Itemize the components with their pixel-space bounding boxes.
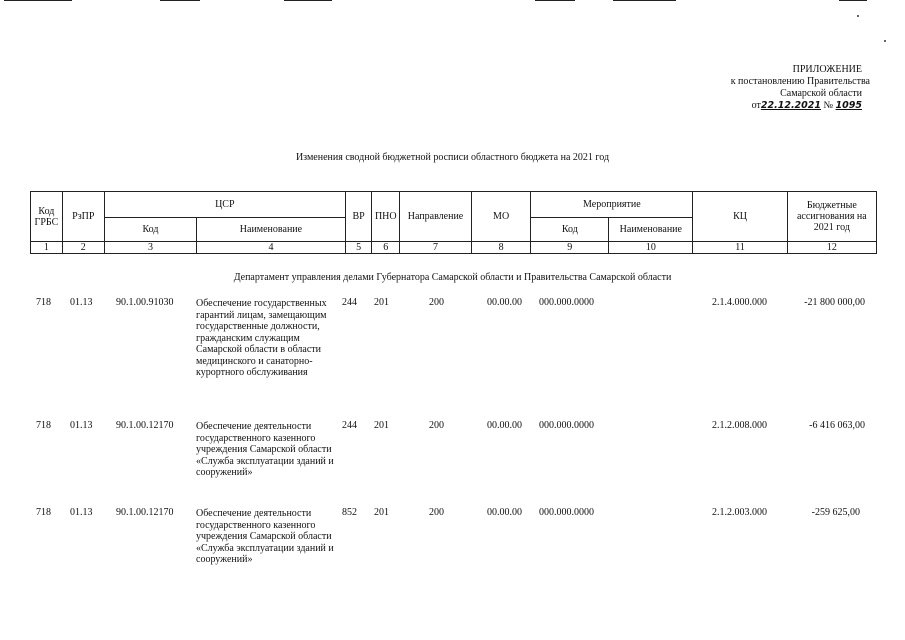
scan-speck — [884, 40, 886, 42]
cell-grbs: 718 — [36, 420, 51, 431]
cell-kc: 2.1.2.003.000 — [712, 507, 767, 518]
cell-kc: 2.1.2.008.000 — [712, 420, 767, 431]
appendix-ot: от — [751, 100, 761, 111]
appendix-date-line — [700, 100, 862, 112]
column-number: 7 — [400, 242, 472, 254]
appendix-block — [700, 64, 870, 112]
header-kod-grbs: Код ГРБС — [31, 192, 63, 242]
cell-napravlenie: 200 — [429, 297, 444, 308]
scan-edge-line — [4, 0, 72, 1]
appendix-number: 1095 — [835, 100, 862, 111]
cell-mer-kod: 000.000.0000 — [539, 507, 594, 518]
cell-vr: 852 — [342, 507, 357, 518]
column-number: 5 — [345, 242, 372, 254]
cell-csr: 90.1.00.91030 — [116, 297, 174, 308]
header-table — [30, 191, 877, 254]
header-csr-name: Наименование — [197, 218, 346, 242]
cell-name: Обеспечение деятельности государственного казенного учреждения Самарской области «Служба эксплуатации зданий и сооружений» — [196, 421, 334, 478]
appendix-number-sign: № — [823, 100, 834, 111]
header-mer-kod: Код — [531, 218, 609, 242]
appendix-date: 22.12.2021 — [760, 100, 821, 111]
header-csr: ЦСР — [104, 192, 345, 218]
scan-edge-line — [284, 0, 332, 1]
column-number: 10 — [609, 242, 693, 254]
header-mer-name: Наименование — [609, 218, 693, 242]
scan-edge-line — [839, 0, 867, 1]
cell-pno: 201 — [374, 297, 389, 308]
appendix-line: Самарской области — [780, 88, 862, 99]
cell-rzpr: 01.13 — [70, 507, 93, 518]
cell-sum: -6 416 063,00 — [809, 420, 865, 431]
cell-napravlenie: 200 — [429, 507, 444, 518]
scan-edge-line — [613, 0, 676, 1]
header-pno: ПНО — [372, 192, 400, 242]
cell-napravlenie: 200 — [429, 420, 444, 431]
scan-edge-line — [160, 0, 200, 1]
header-mo: МО — [471, 192, 530, 242]
cell-kc: 2.1.4.000.000 — [712, 297, 767, 308]
header-assignments: Бюджетные ассигнования на 2021 год — [787, 192, 876, 242]
document-title: Изменения сводной бюджетной росписи областного бюджета на 2021 год — [295, 152, 610, 163]
department-title: Департамент управления делами Губернатора Самарской области и Правительства Самарской области — [233, 272, 672, 283]
cell-pno: 201 — [374, 507, 389, 518]
header-kc: КЦ — [693, 192, 787, 242]
cell-vr: 244 — [342, 420, 357, 431]
header-meropriyatie: Мероприятие — [531, 192, 693, 218]
cell-name: Обеспечение деятельности государственного казенного учреждения Самарской области «Служба эксплуатации зданий и сооружений» — [196, 508, 334, 565]
cell-sum: -21 800 000,00 — [804, 297, 865, 308]
cell-pno: 201 — [374, 420, 389, 431]
column-number: 4 — [197, 242, 346, 254]
scan-speck — [857, 15, 859, 17]
cell-csr: 90.1.00.12170 — [116, 507, 174, 518]
header-napravlenie: Направление — [400, 192, 472, 242]
cell-name: Обеспечение государственных гарантий лицам, замещающим государственные должности, гражданским служащим Самарской области в области медицинского и санаторно-курортного обслуживания — [196, 298, 327, 378]
appendix-title: ПРИЛОЖЕНИЕ — [792, 64, 862, 75]
cell-rzpr: 01.13 — [70, 420, 93, 431]
cell-mer-kod: 000.000.0000 — [539, 420, 594, 431]
cell-rzpr: 01.13 — [70, 297, 93, 308]
column-number: 12 — [787, 242, 876, 254]
header-csr-kod: Код — [104, 218, 196, 242]
column-number: 8 — [471, 242, 530, 254]
cell-mo: 00.00.00 — [487, 297, 522, 308]
cell-grbs: 718 — [36, 507, 51, 518]
appendix-line: к постановлению Правительства — [730, 76, 870, 87]
cell-sum: -259 625,00 — [811, 507, 860, 518]
column-number: 9 — [531, 242, 609, 254]
cell-vr: 244 — [342, 297, 357, 308]
scan-edge-line — [535, 0, 575, 1]
header-vr: ВР — [345, 192, 372, 242]
cell-mer-kod: 000.000.0000 — [539, 297, 594, 308]
column-number: 11 — [693, 242, 787, 254]
column-number: 3 — [104, 242, 196, 254]
cell-csr: 90.1.00.12170 — [116, 420, 174, 431]
cell-mo: 00.00.00 — [487, 420, 522, 431]
column-number: 2 — [62, 242, 104, 254]
header-rzpr: РзПР — [62, 192, 104, 242]
cell-mo: 00.00.00 — [487, 507, 522, 518]
cell-grbs: 718 — [36, 297, 51, 308]
column-number: 1 — [31, 242, 63, 254]
column-number: 6 — [372, 242, 400, 254]
